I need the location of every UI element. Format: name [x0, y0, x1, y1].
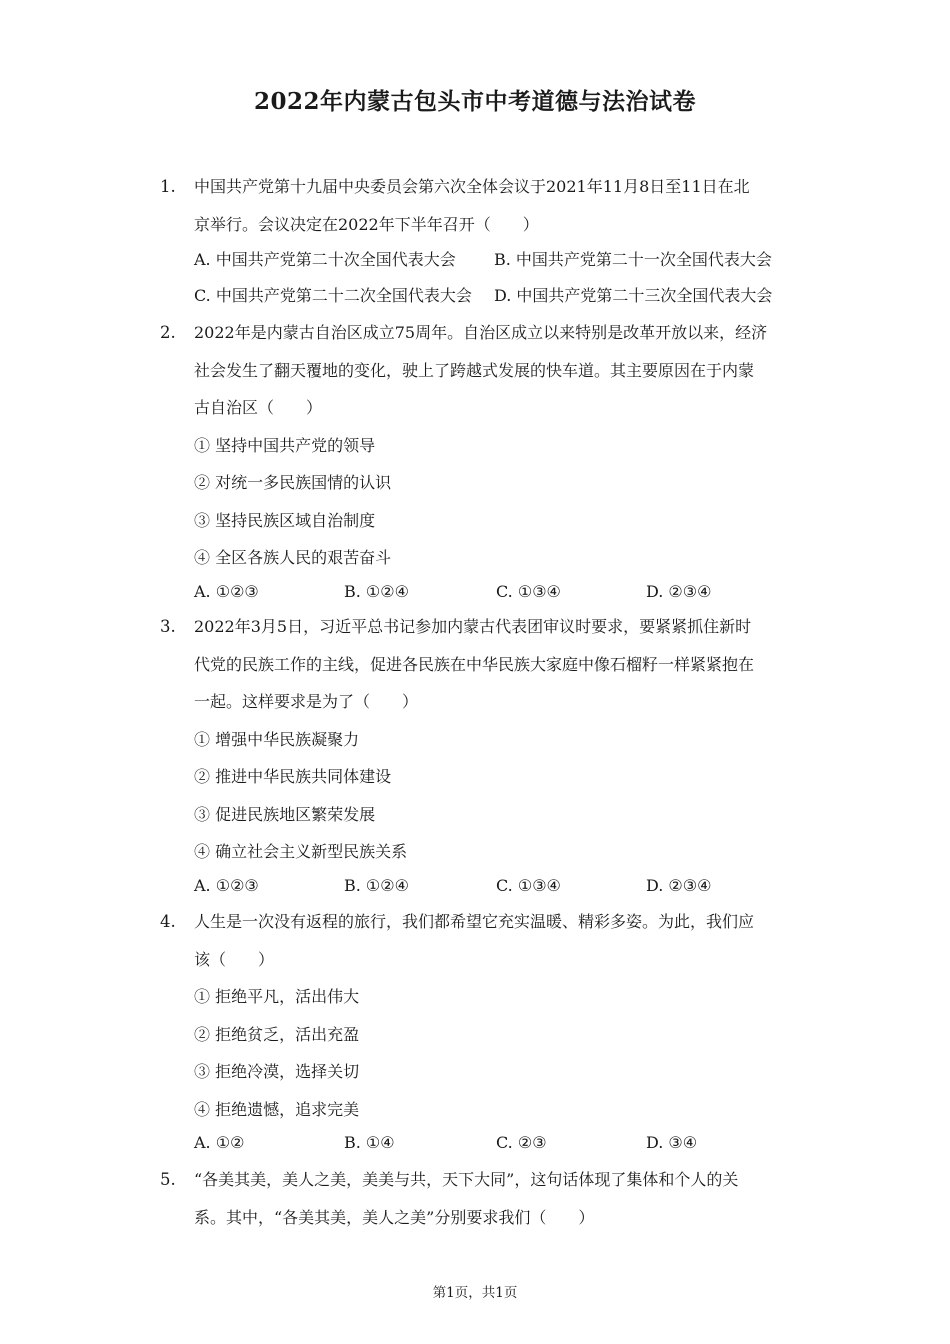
options-row	[194, 868, 814, 904]
statement-item: ③ 坚持民族区域自治制度	[194, 510, 376, 530]
option-c: C. 中国共产党第二十二次全国代表大会	[194, 286, 472, 305]
page-footer: 第1页，共1页	[432, 1285, 518, 1301]
statement-item: ④ 全区各族人民的艰苦奋斗	[194, 548, 392, 567]
statement-item: ② 拒绝贫乏，活出充盈	[194, 1024, 360, 1044]
stem-line: 2022年3月5日，习近平总书记参加内蒙古代表团审议时要求，要紧紧抓住新时	[194, 617, 752, 636]
question-stem	[194, 608, 794, 871]
option-b: B. ①②④	[344, 582, 409, 601]
question-stem	[194, 168, 794, 243]
stem-line: “各美其美，美人之美，美美与共，天下大同”，这句话体现了集体和个人的关	[194, 1170, 739, 1189]
question-number: 3.	[160, 617, 176, 636]
option-d: D. ③④	[646, 1133, 698, 1152]
option-a: A. ①②③	[194, 582, 259, 601]
statement-item: ① 坚持中国共产党的领导	[194, 435, 376, 455]
options-row	[194, 574, 814, 610]
option-b: B. 中国共产党第二十一次全国代表大会	[494, 250, 772, 269]
option-c: C. ②③	[496, 1133, 547, 1152]
option-c: C. ①③④	[496, 876, 561, 895]
stem-line: 京举行。会议决定在2022年下半年召开（ ）	[194, 214, 539, 234]
statement-item: ③ 促进民族地区繁荣发展	[194, 804, 376, 824]
stem-line: 社会发生了翻天覆地的变化，驶上了跨越式发展的快车道。其主要原因在于内蒙	[194, 360, 755, 380]
question-number: 2.	[160, 323, 176, 342]
option-c: C. ①③④	[496, 582, 561, 601]
question-stem	[194, 903, 794, 1128]
options-row	[194, 1125, 814, 1161]
statement-item: ④ 拒绝遗憾，追求完美	[194, 1099, 360, 1119]
stem-line: 该（ ）	[194, 949, 275, 969]
option-d: D. ②③④	[646, 876, 712, 895]
option-a: A. ①②③	[194, 876, 259, 895]
option-d: D. 中国共产党第二十三次全国代表大会	[494, 286, 773, 305]
statement-item: ① 增强中华民族凝聚力	[194, 729, 360, 749]
stem-line: 中国共产党第十九届中央委员会第六次全体会议于2021年11月8日至11日在北	[194, 177, 750, 196]
stem-line: 人生是一次没有返程的旅行，我们都希望它充实温暖、精彩多姿。为此，我们应	[194, 912, 755, 931]
statement-item: ① 拒绝平凡，活出伟大	[194, 987, 360, 1006]
stem-line: 一起。这样要求是为了（ ）	[194, 692, 419, 711]
option-b: B. ①④	[344, 1133, 395, 1152]
option-a: A. 中国共产党第二十次全国代表大会	[194, 250, 456, 269]
stem-line: 系。其中，“各美其美，美人之美”分别要求我们（ ）	[194, 1207, 595, 1227]
statement-item: ② 对统一多民族国情的认识	[194, 473, 392, 492]
question-stem	[194, 314, 794, 577]
question-number: 4.	[160, 912, 176, 931]
question-stem	[194, 1161, 794, 1236]
statement-item: ③ 拒绝冷漠，选择关切	[194, 1062, 360, 1081]
page-title: 2022年内蒙古包头市中考道德与法治试卷	[253, 88, 696, 115]
option-b: B. ①②④	[344, 876, 409, 895]
question-number: 5.	[160, 1170, 176, 1189]
options-row	[194, 278, 814, 314]
stem-line: 代党的民族工作的主线，促进各民族在中华民族大家庭中像石榴籽一样紧紧抱在	[194, 654, 755, 674]
options-row	[194, 242, 814, 278]
stem-line: 古自治区（ ）	[194, 398, 323, 417]
statement-item: ④ 确立社会主义新型民族关系	[194, 842, 408, 861]
question-number: 1.	[160, 177, 176, 196]
option-a: A. ①②	[194, 1133, 245, 1152]
statement-item: ② 推进中华民族共同体建设	[194, 767, 392, 786]
option-d: D. ②③④	[646, 582, 712, 601]
stem-line: 2022年是内蒙古自治区成立75周年。自治区成立以来特别是改革开放以来，经济	[194, 323, 768, 342]
